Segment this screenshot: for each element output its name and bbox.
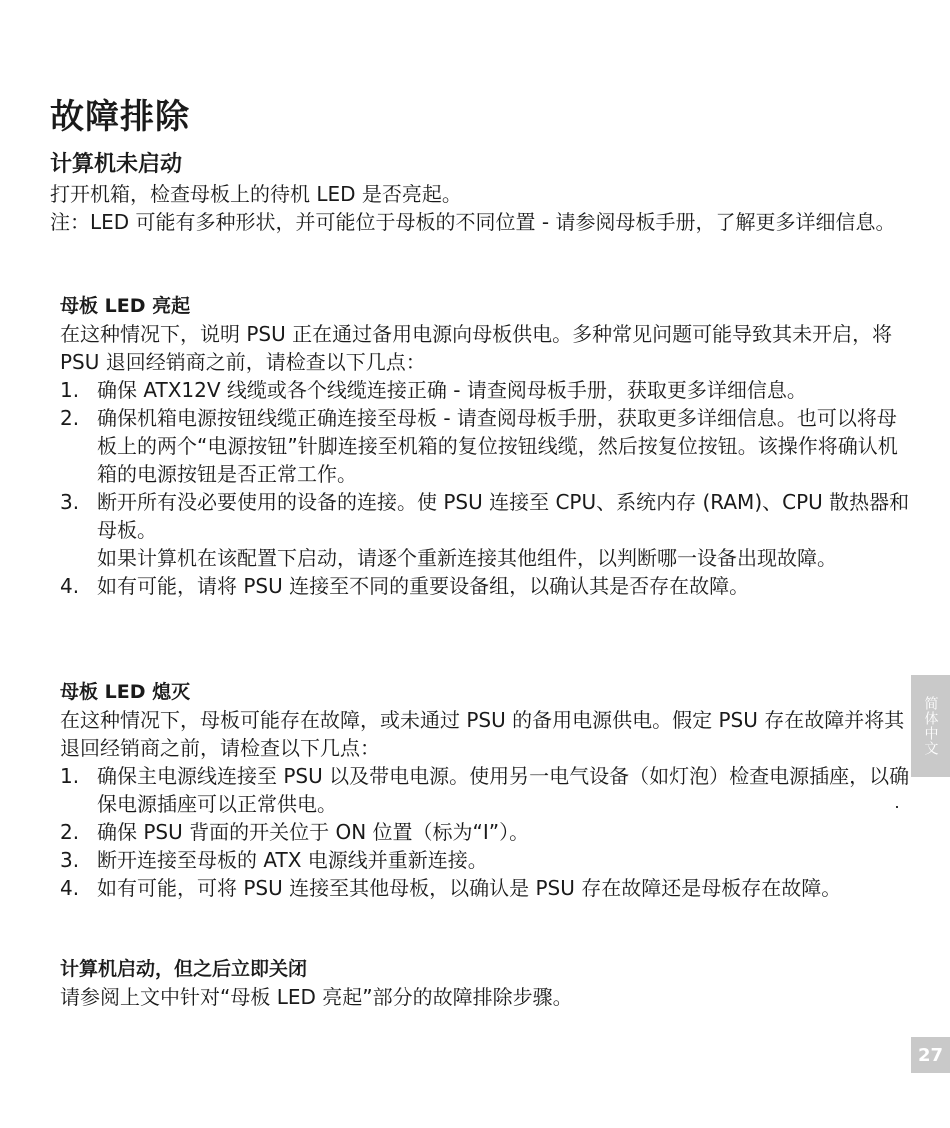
list-item (60, 846, 910, 874)
list-item (60, 404, 910, 488)
section-note: 注：LED 可能有多种形状，并可能位于母板的不同位置 - 请参阅母板手册，了解更多详细信息。 (50, 210, 896, 234)
list-item-number: 4. (60, 574, 80, 598)
list-item-text: 确保 ATX12V 线缆或各个线缆连接正确 - 请查阅母板手册，获取更多详细信息。 (97, 378, 807, 402)
list-item-number: 1. (60, 378, 80, 402)
list-item-extra: 如果计算机在该配置下启动，请逐个重新连接其他组件，以判断哪一设备出现故障。 (97, 546, 837, 570)
section-computer-not-starting (50, 150, 900, 236)
list-item-number: 2. (60, 820, 80, 844)
language-tab-label: 简体中文 (922, 696, 939, 756)
list-item-number: 2. (60, 406, 80, 430)
list-item (60, 818, 910, 846)
list-item-text: 如有可能，可将 PSU 连接至其他母板，以确认是 PSU 存在故障还是母板存在故障。 (97, 876, 842, 900)
subsection-led-on (60, 292, 910, 600)
list-item-text: 确保机箱电源按钮线缆正确连接至母板 - 请查阅母板手册，获取更多详细信息。也可以将母板上的两个“电源按钮”针脚连接至机箱的复位按钮线缆，然后按复位按钮。该操作将确认机箱的电源按钮是否正常工作。 (97, 406, 898, 486)
language-tab (911, 675, 950, 777)
section-intro: 打开机箱，检查母板上的待机 LED 是否亮起。 (50, 182, 462, 206)
list-item (60, 376, 910, 404)
list-item (60, 874, 910, 902)
subsection-shutdown (60, 955, 910, 1011)
shutdown-heading: 计算机启动，但之后立即关闭 (60, 958, 308, 980)
list-item-number: 4. (60, 876, 80, 900)
list-item-text: 如有可能，请将 PSU 连接至不同的重要设备组，以确认其是否存在故障。 (97, 574, 750, 598)
led-on-heading: 母板 LED 亮起 (60, 295, 191, 317)
list-item (60, 488, 910, 572)
subsection-led-off (60, 678, 910, 902)
list-item-number: 3. (60, 490, 80, 514)
list-item-text: 断开连接至母板的 ATX 电源线并重新连接。 (97, 848, 488, 872)
list-item (60, 762, 910, 818)
page-number: 27 (911, 1037, 950, 1073)
stray-dot (896, 806, 898, 808)
led-off-heading: 母板 LED 熄灭 (60, 681, 191, 703)
list-item-number: 1. (60, 764, 80, 788)
shutdown-text: 请参阅上文中针对“母板 LED 亮起”部分的故障排除步骤。 (60, 985, 573, 1009)
page-title: 故障排除 (50, 96, 190, 137)
led-off-intro: 在这种情况下，母板可能存在故障，或未通过 PSU 的备用电源供电。假定 PSU 存在故障并将其退回经销商之前，请检查以下几点： (60, 708, 905, 760)
section-heading: 计算机未启动 (50, 152, 183, 177)
list-item-number: 3. (60, 848, 80, 872)
led-off-list (60, 762, 910, 902)
led-on-intro: 在这种情况下，说明 PSU 正在通过备用电源向母板供电。多种常见问题可能导致其未开启，将 PSU 退回经销商之前，请检查以下几点： (60, 322, 893, 374)
list-item (60, 572, 910, 600)
list-item-text: 确保主电源线连接至 PSU 以及带电电源。使用另一电气设备（如灯泡）检查电源插座，以确保电源插座可以正常供电。 (97, 764, 910, 816)
list-item-text: 断开所有没必要使用的设备的连接。使 PSU 连接至 CPU、系统内存 (RAM)、CPU 散热器和母板。 (97, 490, 910, 542)
led-on-list (60, 376, 910, 600)
list-item-text: 确保 PSU 背面的开关位于 ON 位置（标为“I”）。 (97, 820, 530, 844)
